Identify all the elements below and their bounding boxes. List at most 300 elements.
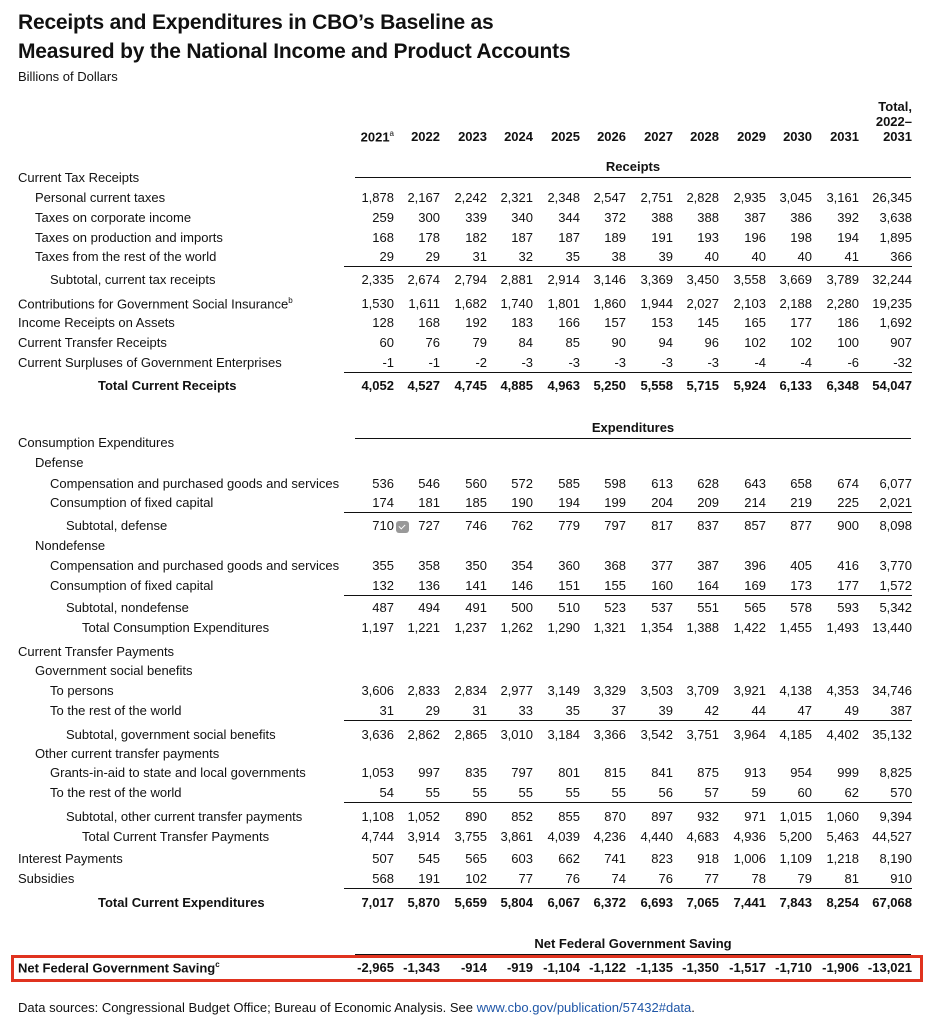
table-row: [0, 170, 941, 190]
table-cell: -4: [716, 355, 766, 373]
table-cell: 4,527: [407, 378, 440, 393]
table-cell: -1,122: [589, 960, 626, 975]
table-cell: 3,964: [733, 727, 766, 742]
table-cell: 350: [465, 558, 487, 573]
table-cell: 90: [611, 335, 626, 350]
table-cell: 3,010: [500, 727, 533, 742]
table-cell: 360: [558, 558, 580, 573]
column-year: 2031: [830, 129, 859, 144]
page-title: [18, 8, 918, 66]
table-cell: 817: [651, 518, 673, 533]
table-cell: 2,865: [454, 727, 487, 742]
table-cell: 3,558: [733, 272, 766, 287]
table-cell: 1,221: [407, 620, 440, 635]
column-header-2026: [576, 129, 626, 144]
table-cell: 1,682: [454, 296, 487, 311]
table-cell: 3,751: [686, 727, 719, 742]
table-cell: 1,860: [593, 296, 626, 311]
table-cell: 3,369: [640, 272, 673, 287]
table-cell: 7,065: [686, 895, 719, 910]
table-cell: 62: [809, 785, 859, 803]
table-cell: 55: [390, 785, 440, 803]
row-label: Interest Payments: [18, 851, 123, 866]
table-cell: 198: [790, 230, 812, 245]
table-cell: 39: [623, 703, 673, 721]
column-year: 2028: [690, 129, 719, 144]
table-cell: 74: [576, 871, 626, 889]
table-row: [0, 476, 941, 496]
table-cell: 598: [604, 476, 626, 491]
table-cell: 3,770: [879, 558, 912, 573]
table-cell: -2: [437, 355, 487, 373]
table-cell: 416: [837, 558, 859, 573]
table-cell: 31: [344, 703, 394, 721]
column-year: 2023: [458, 129, 487, 144]
table-cell: 3,542: [640, 727, 673, 742]
table-cell: 4,402: [826, 727, 859, 742]
table-cell: 33: [483, 703, 533, 721]
table-cell: 7,017: [361, 895, 394, 910]
table-cell: 536: [372, 476, 394, 491]
table-cell: 2,348: [547, 190, 580, 205]
table-cell: -13,021: [867, 960, 912, 975]
table-cell: -1,104: [543, 960, 580, 975]
table-cell: 39: [623, 249, 673, 267]
table-cell: -1,343: [403, 960, 440, 975]
table-cell: 225: [809, 495, 859, 513]
table-row: [0, 249, 941, 269]
table-row: [0, 785, 941, 805]
table-row: [0, 378, 941, 398]
row-label: Current Transfer Payments: [18, 644, 175, 659]
table-cell: 2,834: [454, 683, 487, 698]
footer-link[interactable]: www.cbo.gov/publication/57432#data: [476, 1000, 692, 1015]
table-cell: 779: [558, 518, 580, 533]
table-cell: 801: [558, 765, 580, 780]
table-cell: -1,710: [775, 960, 812, 975]
table-cell: 165: [744, 315, 766, 330]
table-cell: 76: [530, 871, 580, 889]
table-cell: 487: [372, 600, 394, 615]
row-label: Current Transfer Receipts: [18, 335, 167, 350]
table-cell: 523: [604, 600, 626, 615]
table-cell: 392: [837, 210, 859, 225]
table-cell: 6,067: [547, 895, 580, 910]
table-row: [0, 620, 941, 640]
table-cell: 6,133: [779, 378, 812, 393]
table-cell: 60: [379, 335, 394, 350]
table-cell: 31: [437, 703, 487, 721]
table-cell: 3,636: [361, 727, 394, 742]
units-subtitle: Billions of Dollars: [18, 69, 118, 84]
table-cell: -1,350: [682, 960, 719, 975]
table-cell: 2,674: [407, 272, 440, 287]
table-cell: 674: [837, 476, 859, 491]
table-row: [0, 272, 941, 292]
table-cell: 3,709: [686, 683, 719, 698]
table-cell: 570: [852, 785, 912, 803]
table-cell: 4,236: [593, 829, 626, 844]
table-cell: 55: [530, 785, 580, 803]
table-cell: 628: [697, 476, 719, 491]
table-cell: 2,794: [454, 272, 487, 287]
table-cell: 85: [565, 335, 580, 350]
table-cell: 102: [744, 335, 766, 350]
table-cell: 57: [669, 785, 719, 803]
table-cell: 136: [390, 578, 440, 596]
table-cell: 204: [623, 495, 673, 513]
row-label: Grants-in-aid to state and local governments: [50, 765, 306, 780]
table-cell: 4,353: [826, 683, 859, 698]
table-cell: 35,132: [872, 727, 912, 742]
table-cell: 177: [790, 315, 812, 330]
table-cell: 166: [558, 315, 580, 330]
table-cell: 372: [604, 210, 626, 225]
table-row: [0, 871, 941, 891]
column-header-2023: [437, 129, 487, 144]
table-cell: 565: [744, 600, 766, 615]
table-cell: 339: [465, 210, 487, 225]
table-cell: 545: [418, 851, 440, 866]
total-header-line: Total,: [878, 99, 912, 114]
table-cell: 6,077: [879, 476, 912, 491]
table-cell: 153: [651, 315, 673, 330]
table-cell: 585: [558, 476, 580, 491]
table-cell: 841: [651, 765, 673, 780]
table-cell: 193: [697, 230, 719, 245]
table-cell: 2,167: [407, 190, 440, 205]
section-saving: Net Federal Government Saving: [534, 936, 732, 951]
table-cell: 194: [837, 230, 859, 245]
table-cell: 13,440: [872, 620, 912, 635]
table-cell: 2,321: [500, 190, 533, 205]
row-label: Income Receipts on Assets: [18, 315, 175, 330]
table-cell: 151: [530, 578, 580, 596]
table-cell: 1,801: [547, 296, 580, 311]
table-cell: 35: [530, 249, 580, 267]
table-cell: 67,068: [872, 895, 912, 910]
table-cell: 102: [790, 335, 812, 350]
table-cell: 77: [669, 871, 719, 889]
table-cell: 746: [465, 518, 487, 533]
table-cell: 2,935: [733, 190, 766, 205]
table-cell: 3,045: [779, 190, 812, 205]
table-cell: 5,870: [407, 895, 440, 910]
table-cell: 32: [483, 249, 533, 267]
table-cell: 3,503: [640, 683, 673, 698]
table-cell: 1,530: [361, 296, 394, 311]
table-cell: 593: [837, 600, 859, 615]
total-header-line: 2022–: [875, 114, 912, 129]
table-cell: 797: [511, 765, 533, 780]
table-cell: -1,906: [822, 960, 859, 975]
table-cell: 494: [418, 600, 440, 615]
table-cell: 3,606: [361, 683, 394, 698]
table-cell: 3,149: [547, 683, 580, 698]
table-cell: 815: [604, 765, 626, 780]
table-cell: 762: [511, 518, 533, 533]
row-label: To the rest of the world: [50, 785, 182, 800]
table-cell: 890: [465, 809, 487, 824]
table-cell: 797: [604, 518, 626, 533]
table-cell: 2,977: [500, 683, 533, 698]
table-row: [0, 230, 941, 250]
row-label: Current Surpluses of Government Enterprises: [18, 355, 282, 370]
table-cell: 77: [483, 871, 533, 889]
table-cell: 209: [669, 495, 719, 513]
table-cell: 181: [390, 495, 440, 513]
title-line-1: Receipts and Expenditures in CBO’s Baseline as: [18, 11, 494, 34]
column-year: 2024: [504, 129, 533, 144]
table-cell: 1,290: [547, 620, 580, 635]
table-cell: 128: [372, 315, 394, 330]
table-cell: 1,572: [852, 578, 912, 596]
table-row: [0, 495, 941, 515]
table-cell: 8,825: [879, 765, 912, 780]
table-cell: -1: [344, 355, 394, 373]
table-cell: 1,611: [408, 296, 440, 311]
table-cell: 1,015: [779, 809, 812, 824]
table-cell: 2,103: [733, 296, 766, 311]
table-cell: 2,280: [826, 296, 859, 311]
table-row: [0, 355, 941, 375]
table-cell: 300: [418, 210, 440, 225]
table-cell: 727: [418, 518, 440, 533]
table-row: [0, 538, 941, 558]
table-cell: 900: [837, 518, 859, 533]
table-cell: 191: [390, 871, 440, 889]
table-cell: 79: [762, 871, 812, 889]
table-cell: 1,109: [779, 851, 812, 866]
table-cell: 5,659: [454, 895, 487, 910]
table-cell: 643: [744, 476, 766, 491]
table-cell: 4,052: [361, 378, 394, 393]
table-cell: 3,366: [593, 727, 626, 742]
table-cell: 1,321: [593, 620, 626, 635]
table-cell: 870: [604, 809, 626, 824]
table-cell: 174: [344, 495, 394, 513]
row-label: Nondefense: [35, 538, 106, 553]
table-cell: 56: [623, 785, 673, 803]
table-cell: 1,740: [500, 296, 533, 311]
table-row: [0, 663, 941, 683]
table-cell: 4,885: [500, 378, 533, 393]
table-cell: 54: [344, 785, 394, 803]
table-cell: 29: [390, 703, 440, 721]
table-cell: 191: [651, 230, 673, 245]
row-label: Contributions for Government Social Insurance$^b$: [18, 296, 293, 312]
table-cell: 189: [604, 230, 626, 245]
table-cell: 565: [465, 851, 487, 866]
table-cell: 710: [372, 518, 394, 533]
table-cell: 837: [697, 518, 719, 533]
table-cell: 4,039: [547, 829, 580, 844]
table-row: [0, 703, 941, 723]
table-cell: 5,715: [686, 378, 719, 393]
table-cell: 5,463: [826, 829, 859, 844]
total-header-line: 2031: [883, 129, 912, 144]
table-cell: 835: [465, 765, 487, 780]
table-cell: 185: [437, 495, 487, 513]
table-cell: 40: [762, 249, 812, 267]
table-cell: 4,440: [640, 829, 673, 844]
table-row: [0, 644, 941, 664]
table-cell: -914: [460, 960, 487, 975]
table-row: [0, 210, 941, 230]
table-cell: 7,843: [779, 895, 812, 910]
table-cell: 1,692: [879, 315, 912, 330]
table-cell: -3: [483, 355, 533, 373]
row-label: To the rest of the world: [50, 703, 182, 718]
column-header-2022: [390, 129, 440, 144]
table-cell: 855: [558, 809, 580, 824]
table-row: [0, 895, 941, 915]
table-cell: 49: [809, 703, 859, 721]
table-cell: 32,244: [872, 272, 912, 287]
table-cell: 55: [483, 785, 533, 803]
table-cell: 386: [790, 210, 812, 225]
table-cell: 3,329: [593, 683, 626, 698]
table-cell: 340: [511, 210, 533, 225]
table-cell: 932: [697, 809, 719, 824]
table-cell: 5,924: [733, 378, 766, 393]
table-cell: 3,638: [879, 210, 912, 225]
table-cell: 5,558: [640, 378, 673, 393]
table-cell: 96: [704, 335, 719, 350]
table-cell: 6,372: [593, 895, 626, 910]
table-cell: 2,833: [407, 683, 440, 698]
table-row: [0, 518, 941, 538]
table-cell: 155: [576, 578, 626, 596]
table-cell: 2,862: [407, 727, 440, 742]
table-cell: 4,138: [779, 683, 812, 698]
table-cell: 658: [790, 476, 812, 491]
table-cell: 29: [390, 249, 440, 267]
table-cell: -1: [390, 355, 440, 373]
table-cell: 3,789: [826, 272, 859, 287]
row-label: Taxes on corporate income: [35, 210, 192, 225]
table-cell: 182: [465, 230, 487, 245]
row-label: Total Current Receipts: [98, 378, 237, 393]
table-cell: 2,881: [500, 272, 533, 287]
table-cell: 26,345: [872, 190, 912, 205]
row-label: Total Consumption Expenditures: [82, 620, 270, 635]
row-label: Subtotal, current tax receipts: [50, 272, 216, 287]
table-cell: 910: [852, 871, 912, 889]
column-header-2021: [344, 126, 394, 144]
table-cell: 875: [697, 765, 719, 780]
footer-sources: [18, 1000, 695, 1015]
table-cell: 1,237: [454, 620, 487, 635]
row-label: Consumption Expenditures: [18, 435, 175, 450]
table-cell: 214: [716, 495, 766, 513]
table-cell: 1,493: [826, 620, 859, 635]
table-cell: 34,746: [872, 683, 912, 698]
table-cell: 38: [576, 249, 626, 267]
table-row: [0, 455, 941, 475]
table-cell: -32: [852, 355, 912, 373]
table-cell: 1,388: [686, 620, 719, 635]
table-cell: 1,006: [733, 851, 766, 866]
table-cell: 578: [790, 600, 812, 615]
row-label: Compensation and purchased goods and services: [50, 476, 340, 491]
table-cell: 2,188: [779, 296, 812, 311]
column-year: 2029: [737, 129, 766, 144]
table-cell: -1,517: [729, 960, 766, 975]
table-cell: 613: [651, 476, 673, 491]
table-cell: 405: [790, 558, 812, 573]
table-cell: 157: [604, 315, 626, 330]
table-cell: 41: [809, 249, 859, 267]
table-cell: 507: [372, 851, 394, 866]
table-cell: 3,921: [733, 683, 766, 698]
table-cell: 37: [576, 703, 626, 721]
table-cell: 4,683: [686, 829, 719, 844]
table-cell: 1,218: [826, 851, 859, 866]
table-cell: -2,965: [357, 960, 394, 975]
table-cell: 603: [511, 851, 533, 866]
table-cell: 19,235: [872, 296, 912, 311]
table-cell: 219: [762, 495, 812, 513]
row-label: Taxes on production and imports: [35, 230, 223, 245]
table-cell: 141: [437, 578, 487, 596]
column-header-2027: [623, 129, 673, 144]
table-row: [0, 727, 941, 747]
column-year: 2025: [551, 129, 580, 144]
table-cell: 5,250: [593, 378, 626, 393]
table-cell: 568: [344, 871, 394, 889]
table-cell: 3,184: [547, 727, 580, 742]
table-cell: 6,348: [826, 378, 859, 393]
table-cell: 366: [852, 249, 912, 267]
table-cell: 999: [837, 765, 859, 780]
table-cell: 4,936: [733, 829, 766, 844]
table-row: [0, 765, 941, 785]
table-cell: 5,804: [500, 895, 533, 910]
table-cell: 79: [472, 335, 487, 350]
table-cell: 918: [697, 851, 719, 866]
table-cell: 3,450: [686, 272, 719, 287]
table-cell: 9,394: [879, 809, 912, 824]
table-cell: 4,185: [779, 727, 812, 742]
table-cell: 1,262: [500, 620, 533, 635]
column-header-2030: [762, 129, 812, 144]
footer-tail: .: [691, 1000, 695, 1015]
comment-marker-icon: [396, 521, 409, 533]
table-cell: 1,108: [361, 809, 394, 824]
table-cell: 2,914: [547, 272, 580, 287]
table-cell: 81: [809, 871, 859, 889]
table-cell: 44: [716, 703, 766, 721]
table-cell: 560: [465, 476, 487, 491]
table-cell: 546: [418, 476, 440, 491]
table-cell: 8,190: [879, 851, 912, 866]
table-cell: 662: [558, 851, 580, 866]
table-cell: 4,744: [361, 829, 394, 844]
table-cell: -1,135: [636, 960, 673, 975]
table-cell: -3: [669, 355, 719, 373]
table-row: [0, 335, 941, 355]
table-cell: 76: [425, 335, 440, 350]
table-cell: 3,669: [779, 272, 812, 287]
table-cell: 368: [604, 558, 626, 573]
column-year: 2027: [644, 129, 673, 144]
table-cell: 500: [511, 600, 533, 615]
column-header: [0, 94, 941, 144]
table-cell: 971: [744, 809, 766, 824]
table-cell: 2,335: [361, 272, 394, 287]
table-cell: 551: [697, 600, 719, 615]
